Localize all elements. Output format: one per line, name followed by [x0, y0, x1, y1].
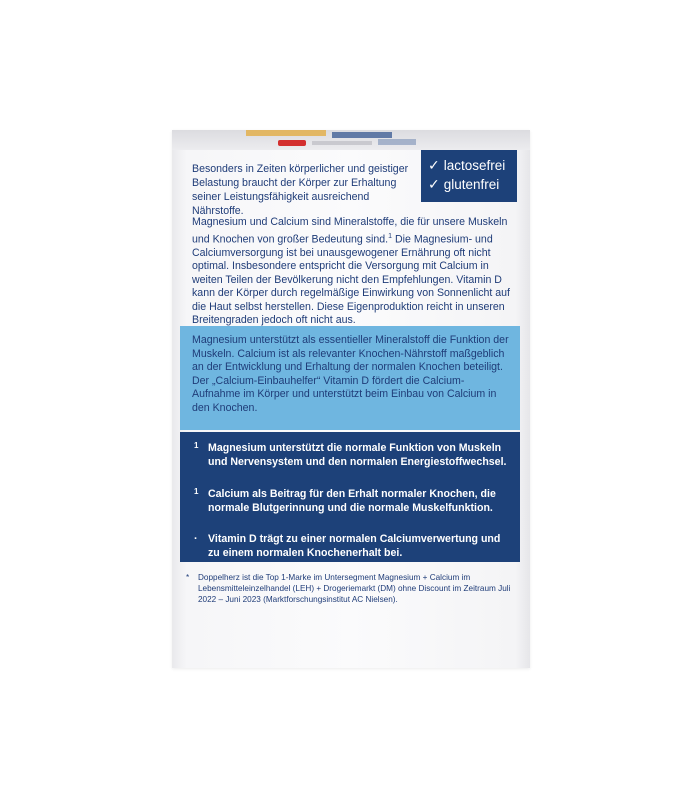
main-paragraph-part2: Die Magnesium- und Calciumversorgung ist bei unausgewogener Ernährung oft nicht optimal. Insbesondere entspricht die Versorgung mit Calcium in weiten Teilen der Bevölkerung nicht den Empfehlungen. Vitamin D kann der Körper durch regelmäßige Einwirkung von Sonnenlicht auf die Haut selbst herstellen. Diese Eigenproduktion reicht in unseren Breitengraden jedoch oft nicht aus. — [192, 233, 510, 327]
main-paragraph-part1: Magnesium und Calcium sind Mineralstoffe, die für unsere Muskeln und Knochen von großer Bedeutung sind. — [192, 216, 508, 246]
check-icon: ✓ — [428, 176, 440, 192]
info-panel-text: Magnesium unterstützt als essentieller Mineralstoff die Funktion der Muskeln. Calcium ist als relevanter Knochen-Nährstoff maßgeblich an der Entwicklung und Erhaltung der normalen Knochen beteiligt. Der „Calcium-Einbauhelfer“ Vitamin D fördert die Calcium-Aufnahme im Körper und unterstützt beim Einbau von Calcium in den Knochen. — [192, 334, 509, 414]
small-print-mark: * — [186, 573, 190, 582]
claim-vitamin-d — [194, 533, 509, 560]
free-from-badge — [421, 150, 517, 202]
brand-logo-peek — [246, 130, 446, 150]
main-paragraph — [192, 216, 514, 328]
badge-label-gluten: glutenfrei — [443, 177, 500, 192]
check-icon: ✓ — [428, 157, 440, 173]
badge-row-lactose — [428, 156, 517, 175]
claim-text: Vitamin D trägt zu einer normalen Calciumverwertung und zu einem normalen Knochenerhalt bei. — [208, 533, 501, 559]
claim-text: Calcium als Beitrag für den Erhalt normaler Knochen, die normale Blutgerinnung und die normale Muskelfunktion. — [208, 488, 496, 514]
claim-mark: 1 — [194, 487, 199, 496]
info-panel-light — [180, 326, 520, 430]
claim-mark: · — [194, 533, 198, 545]
badge-row-gluten — [428, 175, 517, 194]
small-print — [186, 572, 516, 605]
claim-text: Magnesium unterstützt die normale Funktion von Muskeln und Nervensystem und den normalen Energiestoffwechsel. — [208, 442, 507, 468]
badge-label-lactose: lactosefrei — [443, 158, 506, 173]
claim-magnesium — [194, 442, 509, 469]
intro-text: Besonders in Zeiten körperlicher und geistiger Belastung braucht der Körper zur Erhaltung seiner Leistungsfähigkeit ausreichend Nährstoffe. — [192, 163, 409, 217]
small-print-text: Doppelherz ist die Top 1-Marke im Untersegment Magnesium + Calcium im Lebensmitteleinzelhandel (LEH) + Drogeriemarkt (DM) ohne Discount im Zeitraum Juli 2022 – Juni 2023 (Marktforschungsinstitut AC Nielsen). — [198, 573, 511, 604]
claim-calcium — [194, 488, 509, 515]
product-box-back — [172, 130, 530, 668]
footnote-ref: 1 — [388, 232, 393, 240]
claim-mark: 1 — [194, 441, 199, 450]
box-top-edge — [172, 130, 530, 150]
health-claims-panel — [180, 432, 520, 562]
